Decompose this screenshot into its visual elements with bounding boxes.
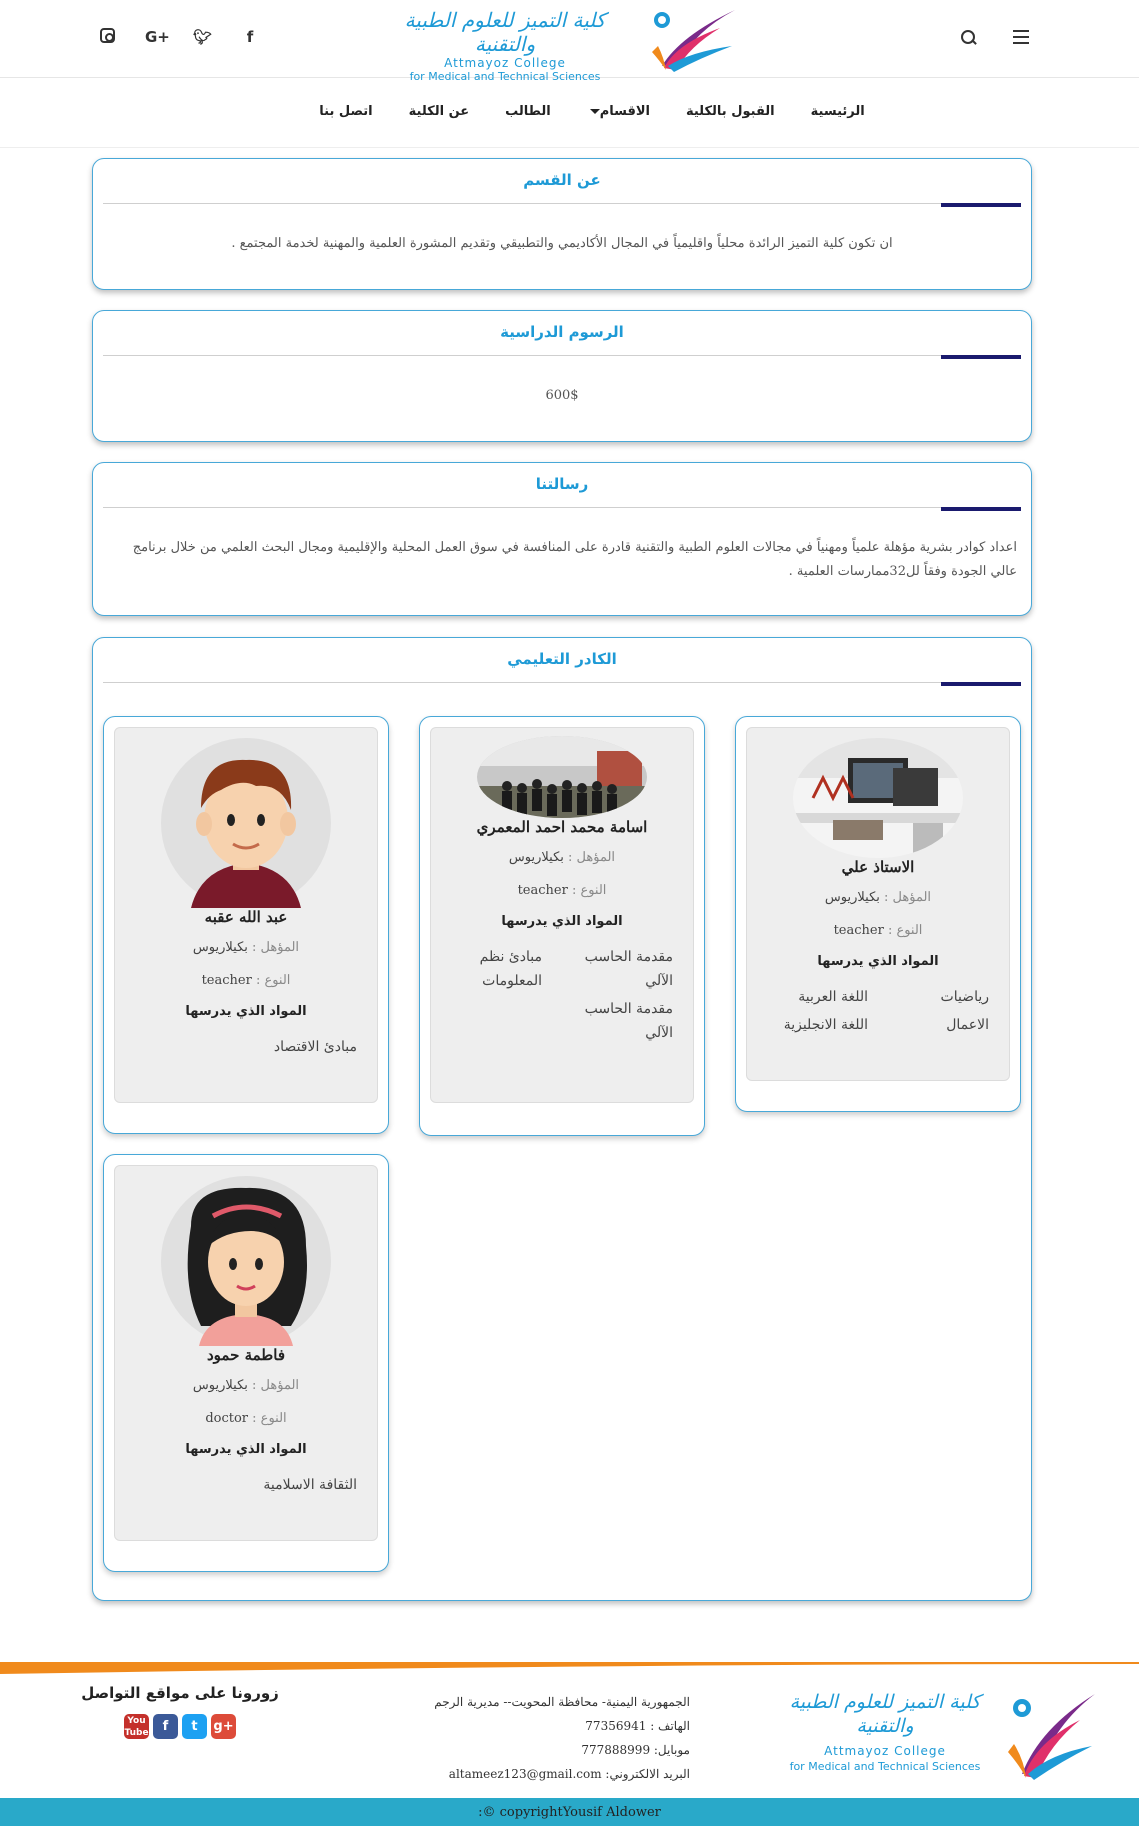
- footer-email[interactable]: البريد الالكتروني: altameez123@gmail.com: [448, 1767, 690, 1781]
- staff-card[interactable]: [103, 1154, 389, 1572]
- about-text: ان تكون كلية التميز الرائدة محلياً واقليمياً في المجال الأكاديمي والتطبيقي وتقديم المشورة العلمية والمهنية لخدمة المجتمع .: [231, 236, 893, 251]
- staff-card-body: [746, 727, 1010, 1081]
- subject-item: اللغة العربية: [798, 989, 868, 1005]
- type-value: teacher: [517, 883, 568, 898]
- staff-card[interactable]: [735, 716, 1021, 1112]
- staff-name: اسامة محمد احمد المعمري: [476, 818, 648, 836]
- type-value: doctor: [205, 1411, 249, 1426]
- staff-qualification: [115, 940, 377, 955]
- logo-emblem-icon: [640, 6, 740, 72]
- subjects-list: [747, 985, 1009, 1037]
- logo-english-subtitle: for Medical and Technical Sciences: [409, 70, 601, 83]
- staff-avatar-female: [161, 1176, 331, 1346]
- type-label: النوع :: [571, 883, 607, 898]
- staff-photo: [793, 738, 963, 858]
- hamburger-menu-icon[interactable]: [1013, 30, 1029, 44]
- qualification-value: بكيلاريوس: [192, 1378, 248, 1393]
- staff-qualification: [431, 850, 693, 865]
- youtube-icon[interactable]: You Tube: [124, 1716, 149, 1738]
- staff-avatar-male: [161, 738, 331, 908]
- staff-type: [747, 923, 1009, 938]
- staff-card[interactable]: [103, 716, 389, 1134]
- staff-card-body: [114, 1165, 378, 1541]
- subject-item: الاعمال: [946, 1017, 989, 1033]
- qualification-value: بكيلاريوس: [508, 850, 564, 865]
- subjects-heading: المواد الذي يدرسها: [185, 1442, 307, 1457]
- staff-name: الاستاذ علي: [841, 858, 915, 876]
- nav-student[interactable]: الطالب: [505, 104, 551, 119]
- footer-logo: [780, 1680, 1100, 1790]
- copyright-bar: :© copyrightYousif Aldower: [0, 1798, 1139, 1826]
- footer-mobile: موبايل: 777888999: [581, 1743, 690, 1757]
- footer-orange-band: [0, 1660, 1139, 1682]
- subjects-list: [431, 945, 693, 1045]
- staff-title: الكادر التعليمي: [507, 650, 617, 668]
- footer-phone: الهاتف : 77356941: [585, 1719, 690, 1733]
- mission-panel: [92, 462, 1032, 616]
- subject-item: مقدمة الحاسب الآلي: [584, 1001, 673, 1041]
- mission-title: رسالتنا: [535, 475, 589, 493]
- title-divider: [103, 682, 1021, 683]
- about-panel: [92, 158, 1032, 290]
- subjects-heading: المواد الذي يدرسها: [817, 954, 939, 969]
- footer-logo-text: [780, 1690, 990, 1774]
- type-label: النوع :: [887, 923, 923, 938]
- footer-social: [80, 1684, 280, 1739]
- subjects-heading: المواد الذي يدرسها: [185, 1004, 307, 1019]
- fees-amount: 600$: [545, 388, 579, 403]
- about-title: عن القسم: [523, 171, 601, 189]
- logo-english-title: Attmayoz College: [444, 56, 566, 70]
- qualification-label: المؤهل :: [252, 940, 300, 955]
- type-label: النوع :: [252, 1411, 287, 1426]
- staff-name: فاطمة حمود: [207, 1346, 285, 1364]
- nav-admission[interactable]: القبول بالكلية: [685, 104, 775, 119]
- footer-logo-arabic: كلية التميز للعلوم الطبية والتقنية: [789, 1691, 981, 1737]
- staff-type: [431, 883, 693, 898]
- title-divider: [103, 203, 1021, 204]
- staff-type: [115, 1411, 377, 1426]
- qualification-label: المؤهل :: [884, 890, 932, 905]
- caret-down-icon: [590, 109, 600, 114]
- instagram-icon[interactable]: [100, 28, 115, 43]
- footer-contact: [420, 1690, 690, 1786]
- qualification-label: المؤهل :: [252, 1378, 300, 1393]
- google-plus-icon[interactable]: G+: [145, 28, 170, 46]
- qualification-value: بكيلاريوس: [192, 940, 248, 955]
- staff-card[interactable]: [419, 716, 705, 1136]
- footer-address: الجمهورية اليمنية- محافظة المحويت-- مديرية الرجم: [434, 1695, 690, 1709]
- title-divider: [103, 355, 1021, 356]
- footer-logo-english-subtitle: for Medical and Technical Sciences: [789, 1760, 981, 1773]
- main-navigation: [0, 78, 1139, 148]
- footer-logo-english-title: Attmayoz College: [824, 1744, 946, 1758]
- mission-text: اعداد كوادر بشرية مؤهلة علمياً ومهنياً في مجالات العلوم الطبية والتقنية قادرة على المنافسة في سوق العمل المحلية والإقليمية ومجال البحث العلمي من خلال برنامج عالي الجودة وفقاً لل32ممارسات العلمية .: [132, 540, 1017, 579]
- footer: [0, 1660, 1139, 1826]
- google-plus-icon[interactable]: g+: [211, 1714, 236, 1739]
- staff-card-body: [114, 727, 378, 1103]
- nav-home[interactable]: الرئيسية: [810, 104, 865, 119]
- footer-social-title: زورونا على مواقع التواصل: [81, 1684, 279, 1702]
- subject-item: اللغة الانجليزية: [783, 1017, 868, 1033]
- staff-panel: [92, 637, 1032, 1601]
- logo-text: [390, 8, 620, 84]
- twitter-icon[interactable]: 🐦︎: [193, 28, 213, 46]
- logo-arabic: كلية التميز للعلوم الطبية والتقنية: [404, 8, 606, 56]
- type-value: teacher: [833, 923, 884, 938]
- subject-item: الثقافة الاسلامية: [263, 1477, 357, 1493]
- staff-qualification: [115, 1378, 377, 1393]
- subject-item: مبادئ الاقتصاد: [273, 1039, 357, 1055]
- subjects-list: [115, 1035, 377, 1059]
- staff-name: عبد الله عقبه: [204, 908, 288, 926]
- qualification-value: بكيلاريوس: [824, 890, 880, 905]
- staff-qualification: [747, 890, 1009, 905]
- staff-photo: [477, 736, 647, 818]
- facebook-icon[interactable]: f: [246, 28, 254, 46]
- fees-panel: [92, 310, 1032, 442]
- subject-item: مقدمة الحاسب الآلي: [584, 949, 673, 989]
- nav-departments-label: الاقسام: [599, 104, 650, 119]
- header-actions: [961, 30, 1029, 46]
- college-logo[interactable]: [390, 6, 740, 83]
- nav-departments[interactable]: [587, 104, 650, 119]
- qualification-label: المؤهل :: [568, 850, 616, 865]
- type-value: teacher: [201, 973, 252, 988]
- header-social-links: [100, 28, 259, 46]
- top-header: [0, 0, 1139, 83]
- nav-contact[interactable]: اتصل بنا: [319, 104, 373, 119]
- title-divider: [103, 507, 1021, 508]
- facebook-icon[interactable]: f: [153, 1714, 178, 1739]
- subjects-heading: المواد الذي يدرسها: [501, 914, 623, 929]
- footer-logo-emblem-icon: [1000, 1688, 1100, 1783]
- subject-item: مبادئ نظم المعلومات: [479, 949, 542, 989]
- fees-title: الرسوم الدراسية: [500, 323, 624, 341]
- subject-item: رياضيات: [940, 989, 989, 1005]
- twitter-icon[interactable]: t: [182, 1714, 207, 1739]
- staff-card-body: [430, 727, 694, 1103]
- subjects-list: [115, 1473, 377, 1497]
- nav-about-college[interactable]: عن الكلية: [408, 104, 470, 119]
- type-label: النوع :: [255, 973, 291, 988]
- staff-type: [115, 973, 377, 988]
- search-icon[interactable]: [961, 30, 977, 46]
